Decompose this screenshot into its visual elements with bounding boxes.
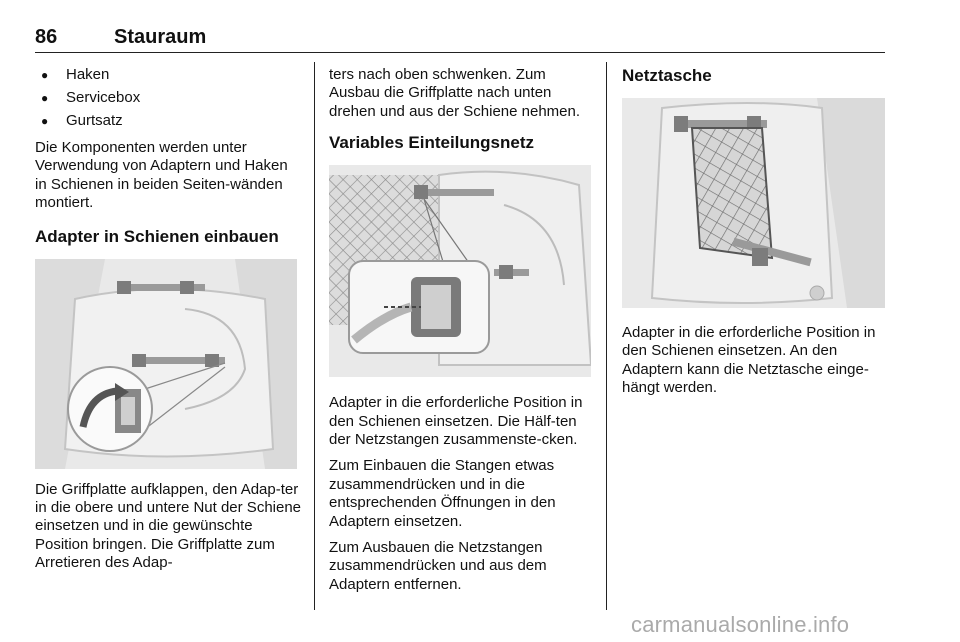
section-heading-pocket: Netztasche bbox=[622, 66, 712, 85]
header-rule bbox=[35, 52, 885, 53]
pocket-paragraph: Adapter in die erforderliche Position in den Schienen einsetzen. An den Adaptern kann die Netztasche einge-hängt werden. bbox=[622, 324, 876, 397]
intro-paragraph: Die Komponenten werden unter Verwendung von Adaptern und Haken in Schienen in beiden Seiten-wänden montiert. bbox=[35, 139, 288, 212]
column-2 bbox=[329, 66, 593, 602]
divider-net-illustration bbox=[329, 165, 591, 377]
list-item: ● Servicebox bbox=[35, 89, 303, 112]
section-heading-net: Variables Einteilungsnetz bbox=[329, 133, 535, 153]
list-item: ● Gurtsatz bbox=[35, 112, 303, 135]
net-paragraph-1: Adapter in die erforderliche Position in den Schienen einsetzen. Die Hälf-ten der Netzstangen zusammenste-cken. bbox=[329, 394, 583, 449]
list-item: ● Haken bbox=[35, 66, 303, 89]
column-divider-2 bbox=[606, 62, 607, 610]
column-3 bbox=[622, 66, 888, 406]
net-pocket-illustration bbox=[622, 98, 885, 308]
column-divider-1 bbox=[314, 62, 315, 610]
section-heading-adapter: Adapter in Schienen einbauen bbox=[35, 226, 279, 246]
page-title: Stauraum bbox=[114, 26, 207, 48]
bullet-list bbox=[35, 66, 303, 135]
net-paragraph-2: Zum Einbauen die Stangen etwas zusammendrücken und in die entsprechenden Öffnungen in den Adaptern einsetzen. bbox=[329, 457, 556, 530]
adapter-paragraph: Die Griffplatte aufklappen, den Adap-ter in die obere und untere Nut der Schiene einsetzen und in die gewünschte Position bringen. Die Griffplatte zum Arretieren des Adap- bbox=[35, 480, 302, 572]
footer-watermark: carmanualsonline.info bbox=[631, 612, 850, 637]
continuation-paragraph: ters nach oben schwenken. Zum Ausbau die Griffplatte nach unten drehen und aus der Schiene nehmen. bbox=[329, 66, 581, 120]
column-1 bbox=[35, 66, 303, 581]
net-paragraph-3: Zum Ausbauen die Netzstangen zusammendrücken und aus dem Adaptern entfernen. bbox=[329, 539, 547, 593]
page-number: 86 bbox=[35, 26, 58, 48]
adapter-rail-illustration bbox=[35, 259, 297, 469]
